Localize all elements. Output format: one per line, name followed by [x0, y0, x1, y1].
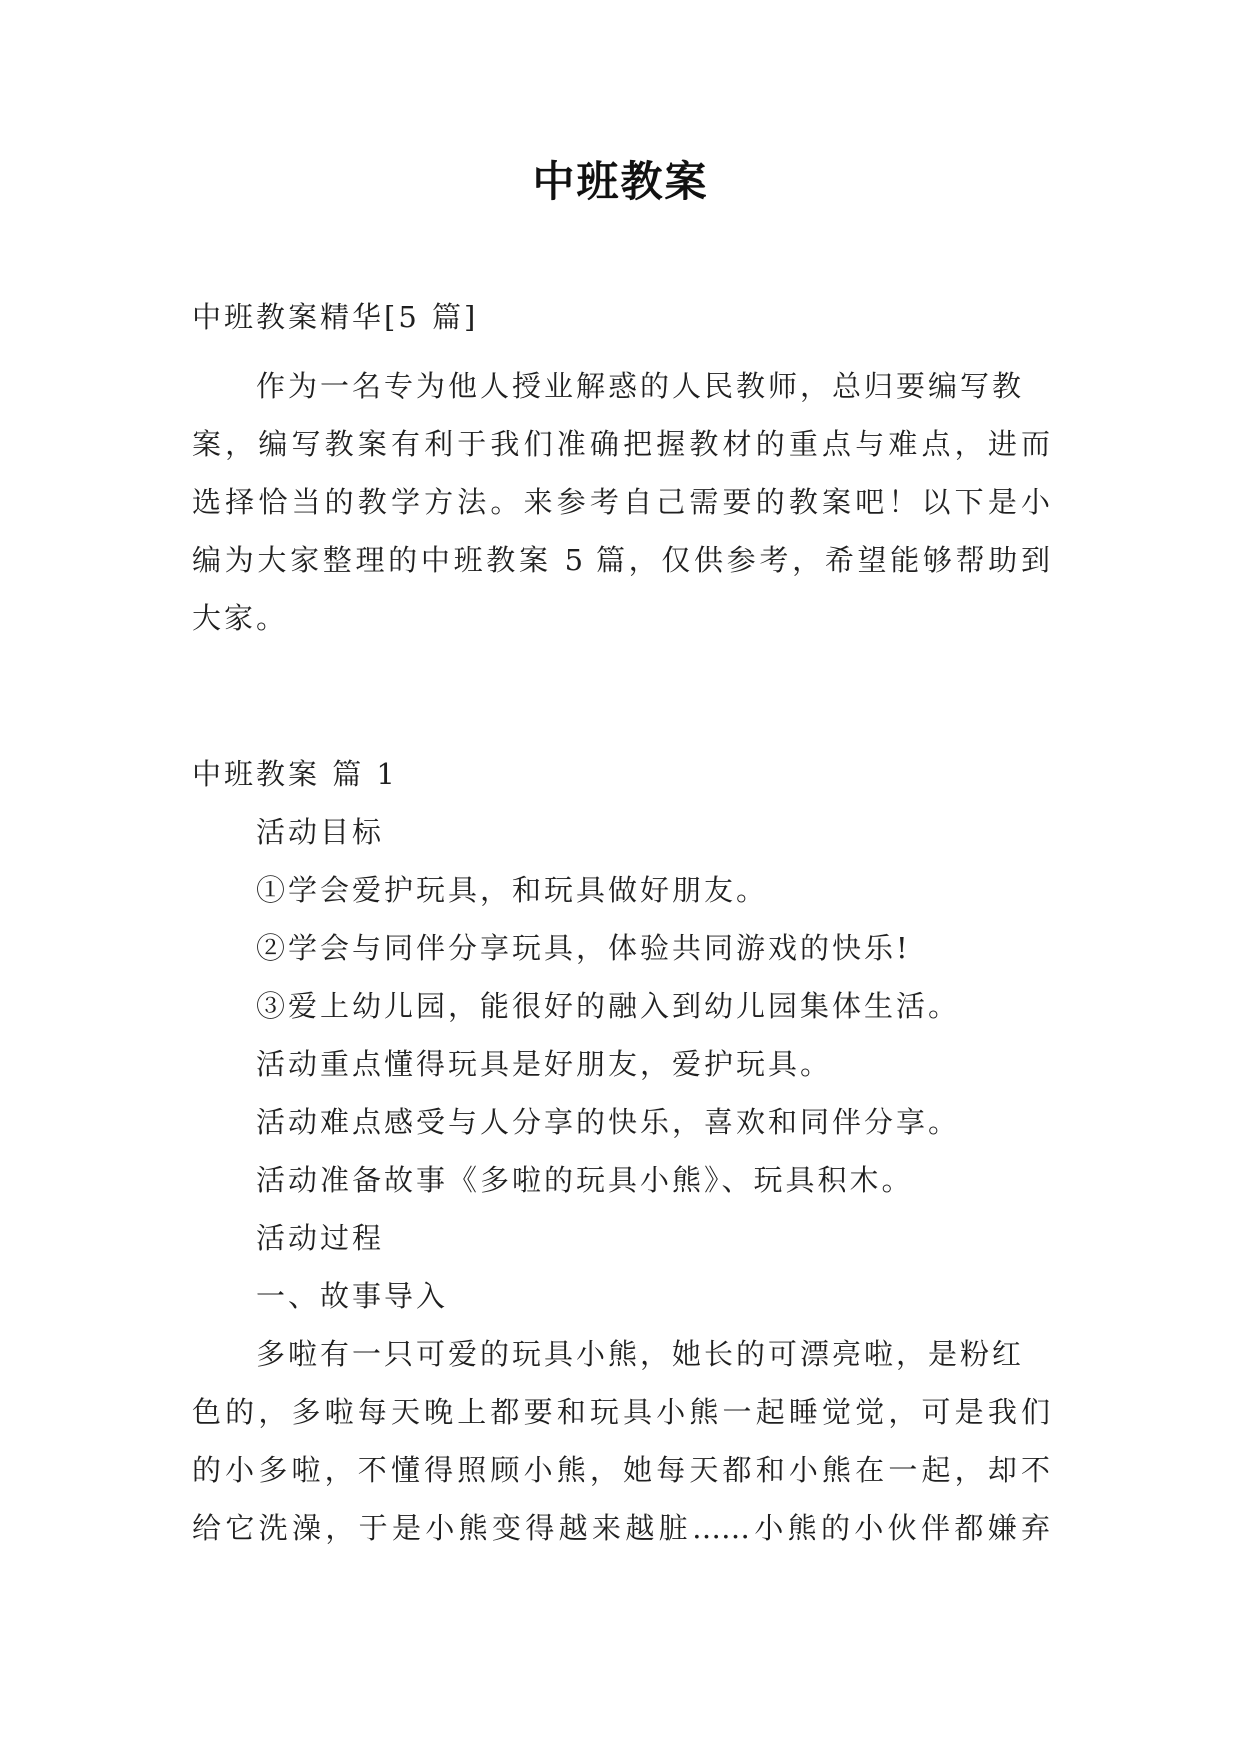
intro-line: 作为一名专为他人授业解惑的人民教师，总归要编写教 [256, 369, 1025, 403]
section-line: 活动重点懂得玩具是好朋友，爱护玩具。 [256, 1047, 833, 1081]
story-line: 多啦有一只可爱的玩具小熊，她长的可漂亮啦，是粉红 [256, 1337, 1025, 1371]
intro-line: 编为大家整理的中班教案 5 篇，仅供参考，希望能够帮助到 [192, 543, 1050, 577]
section-line: 活动准备故事《多啦的玩具小熊》、玩具积木。 [256, 1163, 914, 1197]
intro-line: 选择恰当的教学方法。来参考自己需要的教案吧！以下是小 [192, 485, 1050, 519]
section-line: 活动目标 [256, 815, 385, 849]
intro-line: 大家。 [192, 601, 289, 635]
section-heading: 中班教案 篇 1 [192, 757, 398, 791]
section-line: 一、故事导入 [256, 1279, 449, 1313]
intro-line: 案，编写教案有利于我们准确把握教材的重点与难点，进而 [192, 427, 1050, 461]
story-line: 色的，多啦每天晚上都要和玩具小熊一起睡觉觉，可是我们 [192, 1395, 1050, 1429]
section-line: ③爱上幼儿园，能很好的融入到幼儿园集体生活。 [256, 989, 961, 1023]
section-line: ②学会与同伴分享玩具，体验共同游戏的快乐! [256, 931, 911, 965]
document-title: 中班教案 [532, 157, 709, 206]
story-line: 的小多啦，不懂得照顾小熊，她每天都和小熊在一起，却不 [192, 1453, 1050, 1487]
document-subtitle: 中班教案精华[5 篇] [192, 300, 479, 334]
section-line: 活动过程 [256, 1221, 385, 1255]
section-line: 活动难点感受与人分享的快乐，喜欢和同伴分享。 [256, 1105, 961, 1139]
section-line: ①学会爱护玩具，和玩具做好朋友。 [256, 873, 769, 907]
story-line: 给它洗澡，于是小熊变得越来越脏……小熊的小伙伴都嫌弃 [192, 1511, 1050, 1545]
